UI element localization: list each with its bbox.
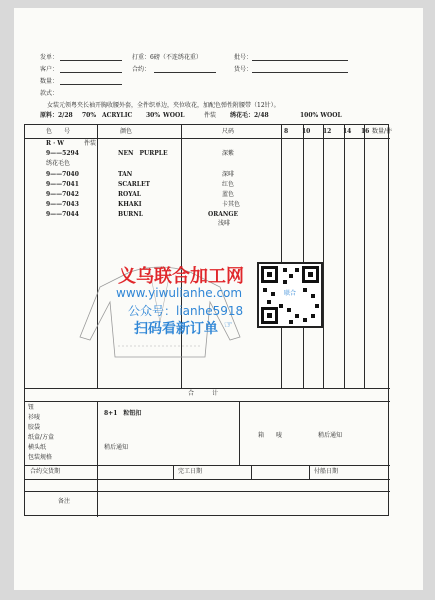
watermark-scan: 扫码看新订单 [134, 321, 218, 337]
style-description: 女装元领粤夹长袖开胸收腰外套，全件织单边，夹位收花，加配色弹性附腰带（12针）。 [47, 102, 280, 109]
row-extra-cn: 浅啡 [218, 220, 231, 227]
footer-item-box: 纸盒/方盒 [28, 434, 55, 441]
header-label-contract: 合约： [132, 66, 151, 73]
material-name-2: WOOL [163, 112, 185, 119]
row-code: 9——5294 [46, 150, 79, 157]
embroidery-yarn: 绣花毛：2/48 [230, 112, 269, 119]
row-color-cn: 深啡 [222, 171, 235, 178]
row-code: 9——7040 [46, 171, 79, 178]
material-pct-2: 30% [146, 112, 161, 119]
col-header-size-10: 10 [302, 128, 311, 135]
remarks-label: 备注 [58, 498, 71, 505]
row-color-name: NEN PURPLE [118, 150, 168, 157]
header-weight: 打重：6磅（不连绣花重） [132, 54, 202, 61]
row-code: 绣花毛色 [46, 160, 71, 167]
row-code: 9——7041 [46, 181, 79, 188]
row-color-cn: 深紫 [222, 150, 235, 157]
row-code: 9——7044 [46, 211, 79, 218]
header-field-qty[interactable] [60, 84, 122, 85]
qr-center-label: 联合 [281, 288, 299, 300]
header-field-customer[interactable] [60, 72, 122, 73]
watermark-wechat: 公众号：lianhe5918 [128, 304, 244, 318]
carton-mark-later: 稍后通知 [318, 432, 343, 439]
qr-code[interactable] [257, 262, 323, 328]
row-color-name: KHAKI [118, 201, 142, 208]
header-label-qty: 数量： [40, 78, 59, 85]
header-label-send: 发单： [40, 54, 59, 61]
col-header-total: 数量/件 [372, 128, 393, 135]
finish-date-label: 完工日期 [178, 468, 203, 475]
col-header-code: 色 号 [46, 128, 71, 135]
header-label-batch: 批号： [234, 54, 253, 61]
row-color-cn: 红色 [222, 181, 235, 188]
header-label-customer: 客户： [40, 66, 59, 73]
col-header-size-12: 12 [323, 128, 332, 135]
watermark-title: 义乌联合加工网 [118, 266, 244, 287]
total-label: 合 计 [188, 390, 219, 397]
col-header-color: 颜色 [120, 128, 133, 135]
row-color-name: SCARLET [118, 181, 151, 188]
contract-date-label: 合约交货期 [30, 468, 61, 475]
row-color-cn: ORANGE [208, 211, 239, 218]
footer-item-polybag: 胶袋 [28, 424, 41, 431]
header-label-style: 款式： [40, 90, 59, 97]
row-code: 9——7043 [46, 201, 79, 208]
col-header-size-16: 16 [361, 128, 370, 135]
header-field-contract[interactable] [154, 72, 216, 73]
col-header-size-14: 14 [343, 128, 352, 135]
footer-item-header-card: 横头纸 [28, 444, 47, 451]
ship-date-label: 付船日期 [314, 468, 339, 475]
col-header-size-8: 8 [284, 128, 289, 135]
footer-item-label: 衫唛 [28, 414, 41, 421]
rw-label: R · W [46, 140, 64, 147]
row-code: 9——7042 [46, 191, 79, 198]
material-name-1: ACRYLIC [102, 112, 133, 119]
material-note: 件装 [204, 112, 217, 119]
col-header-size: 尺码 [222, 128, 235, 135]
hand-pointer-icon: ☞ [224, 320, 233, 331]
embroidery-pct: 100% WOOL [300, 112, 342, 119]
row-color-name: TAN [118, 171, 133, 178]
material-prefix: 原料：2/28 [40, 112, 73, 119]
header-label-item: 货号： [234, 66, 253, 73]
footer-item-packing: 包装规格 [28, 454, 53, 461]
row-color-cn: 蓝色 [222, 191, 235, 198]
watermark-url: www.yiwulianhe.com [116, 286, 243, 300]
row-color-name: ROYAL [118, 191, 141, 198]
header-field-send[interactable] [60, 60, 122, 61]
header-field-item[interactable] [252, 72, 348, 73]
carton-mark-label: 箱 唛 [258, 432, 283, 439]
row-color-name: BURNL [118, 211, 143, 218]
footer-item-button: 钮 [28, 404, 35, 411]
header-field-batch[interactable] [252, 60, 348, 61]
row-color-cn: 卡其色 [222, 201, 241, 208]
later-note: 稍后通知 [104, 444, 129, 451]
button-note: 8+1 粒钮扣 [104, 410, 142, 417]
material-pct-1: 70% [82, 112, 97, 119]
rw-note: 件装 [84, 140, 97, 147]
